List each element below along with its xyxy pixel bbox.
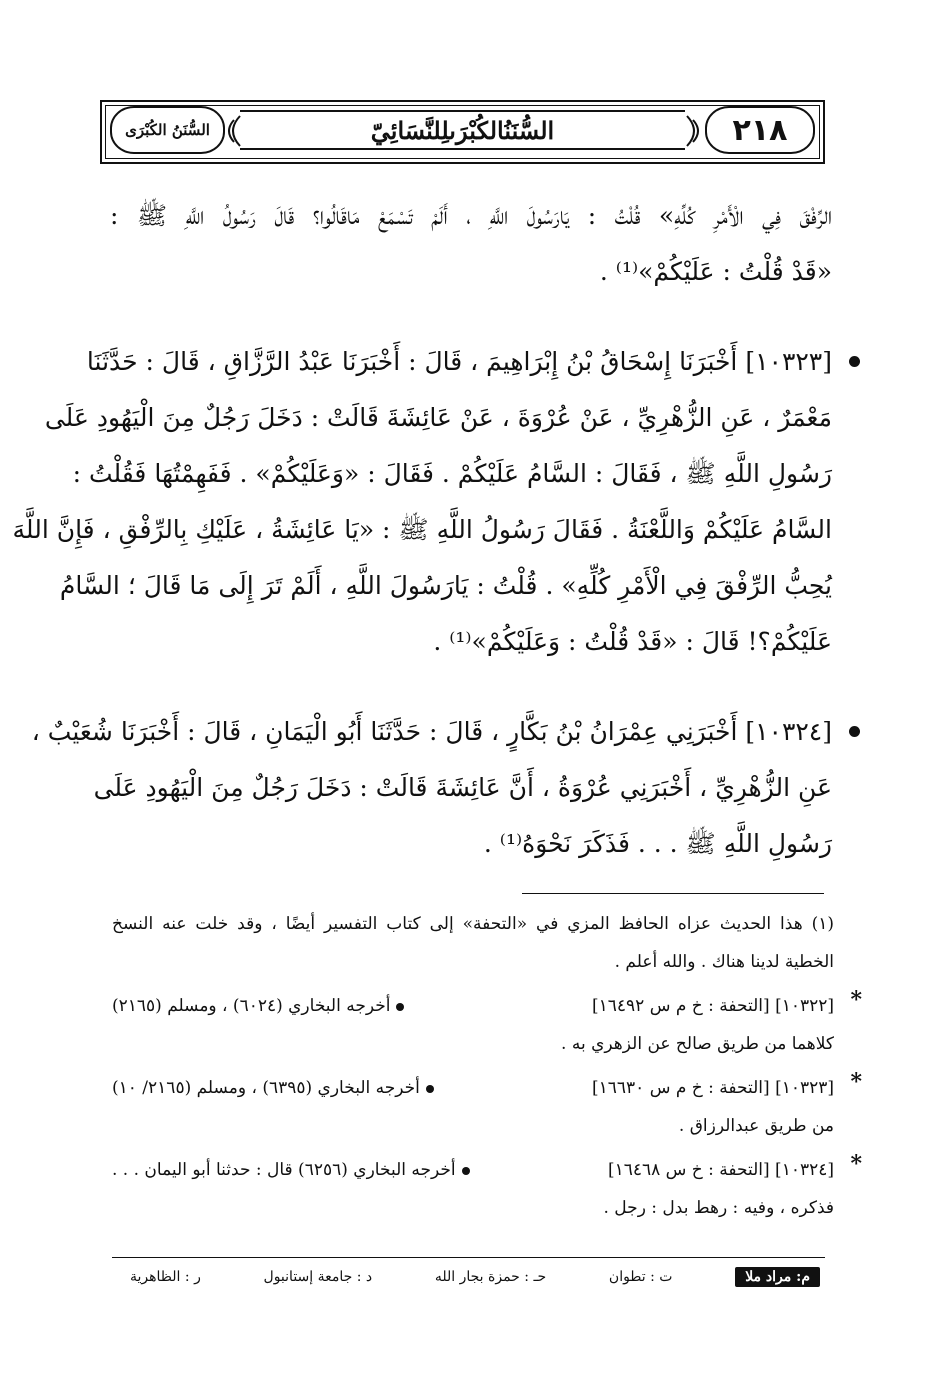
asterisk-icon: *: [850, 987, 862, 1013]
reference-10322: [112, 987, 862, 1063]
reference-text: أخرجه البخاري (٦٢٥٦) قال : حدثنا أبو اليمان . . .: [112, 1160, 456, 1180]
bullet-icon: [462, 1167, 470, 1175]
bullet-icon: [426, 1085, 434, 1093]
reference-10323: [112, 1069, 862, 1145]
source-m: م: مراد ملا: [735, 1267, 820, 1287]
text-line: [١٠٣٢٣] أَخْبَرَنَا إِسْحَاقُ بْنُ إِبْرَاهِيمَ ، قَالَ : أَخْبَرَنَا عَبْدُ الرَّزَّاقِ ، قَالَ : حَدَّثَنَا: [86, 347, 832, 376]
asterisk-icon: *: [850, 1069, 862, 1095]
manuscript-sources: [130, 1262, 820, 1292]
reference-continuation: فذكره ، وفيه : رهط بدل : رجل .: [603, 1198, 834, 1218]
reference-tag: [١٠٣٢٤] [التحفة : خ س ١٦٤٦٨]: [607, 1160, 834, 1180]
text-line: [١٠٣٢٤] أَخْبَرَنِي عِمْرَانُ بْنُ بَكَّارٍ ، قَالَ : حَدَّثَنَا أَبُو الْيَمَانِ ، قَالَ : أَخْبَرَنَا شُعَيْبٌ ،: [31, 717, 832, 746]
footnote-line: الخطية لدينا هناك . والله أعلم .: [614, 952, 834, 972]
page-header: [100, 100, 825, 164]
reference-tag: [١٠٣٢٢] [التحفة : خ م س ١٦٤٩٢]: [592, 996, 834, 1016]
text-line: رَسُولِ اللَّهِ ﷺ ، فَقَالَ : السَّامُ عَلَيْكُمْ . فَقَالَ : «وَعَلَيْكُمْ» . فَفَهِمْتُهَا فَقُلْتُ :: [72, 459, 832, 488]
bullet-icon: [396, 1003, 404, 1011]
bullet-icon: [849, 356, 860, 367]
reference-continuation: كلاهما من طريق صالح عن الزهري به .: [561, 1034, 834, 1054]
text-line: رَسُولِ اللَّهِ ﷺ . . . فَذَكَرَ نَحْوَهُ⁽¹⁾ .: [483, 829, 832, 858]
source-t: ت : تطوان: [608, 1269, 673, 1285]
hadith-10324: [31, 704, 832, 872]
bullet-icon: [849, 726, 860, 737]
reference-text: أخرجه البخاري (٦٣٩٥) ، ومسلم (٢١٦٥/ ١٠): [112, 1078, 420, 1098]
text-line: عَلَيْكُمْ؟! قَالَ : «قَدْ قُلْتُ : وَعَلَيْكُمْ»⁽¹⁾ .: [433, 627, 832, 656]
book-title-box: [240, 110, 685, 150]
ornament-icon: [685, 114, 703, 148]
reference-continuation: من طريق عبدالرزاق .: [678, 1116, 834, 1136]
text-line: الرِّفْقَ فِي الْأَمْرِ كُلِّهِ» قُلْتُ : يَارَسُولَ اللَّهِ ، أَلَمْ تَسْمَعْ مَاقَالُوا؟ قَالَ رَسُولُ اللَّهِ ﷺ :: [110, 201, 832, 230]
footnote-separator: [522, 893, 824, 894]
text-line: يُحِبُّ الرِّفْقَ فِي الْأَمْرِ كُلِّهِ» . قُلْتُ : يَارَسُولَ اللَّهِ ، أَلَمْ تَرَ إِلَى مَا قَالَ ؛ السَّامُ: [59, 571, 832, 600]
series-logo-text: السُّنَنُ الكُبْرَى: [125, 120, 210, 139]
book-title: السُّنَنُالكُبْرَىلِلنَّسَائِيّ: [370, 115, 555, 145]
reference-10324: [112, 1151, 862, 1227]
ornament-icon: [224, 114, 242, 148]
reference-text: أخرجه البخاري (٦٠٢٤) ، ومسلم (٢١٦٥): [112, 996, 391, 1016]
reference-tag: [١٠٣٢٣] [التحفة : خ م س ١٦٦٣٠]: [592, 1078, 834, 1098]
source-d: د : جامعة إستانبول: [263, 1269, 373, 1285]
footnotes: [112, 905, 862, 1227]
main-text: [12, 188, 832, 872]
text-line: السَّامُ عَلَيْكُمْ وَاللَّعْنَةُ . فَقَالَ رَسُولُ اللَّهِ ﷺ : «يَا عَائِشَةُ ، عَلَيْكِ بِالرِّفْقِ ، فَإِنَّ اللَّهَ: [12, 515, 832, 544]
footnote-1: [112, 905, 834, 981]
sources-separator: [112, 1257, 825, 1258]
series-logo: [110, 106, 225, 154]
intro-paragraph: [110, 188, 832, 300]
text-line: مَعْمَرٌ ، عَنِ الزُّهْرِيِّ ، عَنْ عُرْوَةَ ، عَنْ عَائِشَةَ قَالَتْ : دَخَلَ رَجُلٌ مِنَ الْيَهُودِ عَلَى: [44, 403, 832, 432]
hadith-10323: [12, 334, 832, 670]
source-h: حـ : حمزة بجار الله: [434, 1269, 547, 1285]
text-line: عَنِ الزُّهْرِيِّ ، أَخْبَرَنِي عُرْوَةُ ، أَنَّ عَائِشَةَ قَالَتْ : دَخَلَ رَجُلٌ مِنَ الْيَهُودِ عَلَى: [93, 773, 832, 802]
text-line: «قَدْ قُلْتُ : عَلَيْكُمْ»⁽¹⁾ .: [599, 257, 832, 286]
asterisk-icon: *: [850, 1151, 862, 1177]
source-r: ر : الظاهرية: [130, 1269, 201, 1285]
footnote-line: (١) هذا الحديث عزاه الحافظ المزي في «التحفة» إلى كتاب التفسير أيضًا ، وقد خلت عنه النسخ: [112, 914, 834, 934]
page-number-box: [705, 106, 815, 154]
page-number: ٢١٨: [732, 112, 788, 148]
